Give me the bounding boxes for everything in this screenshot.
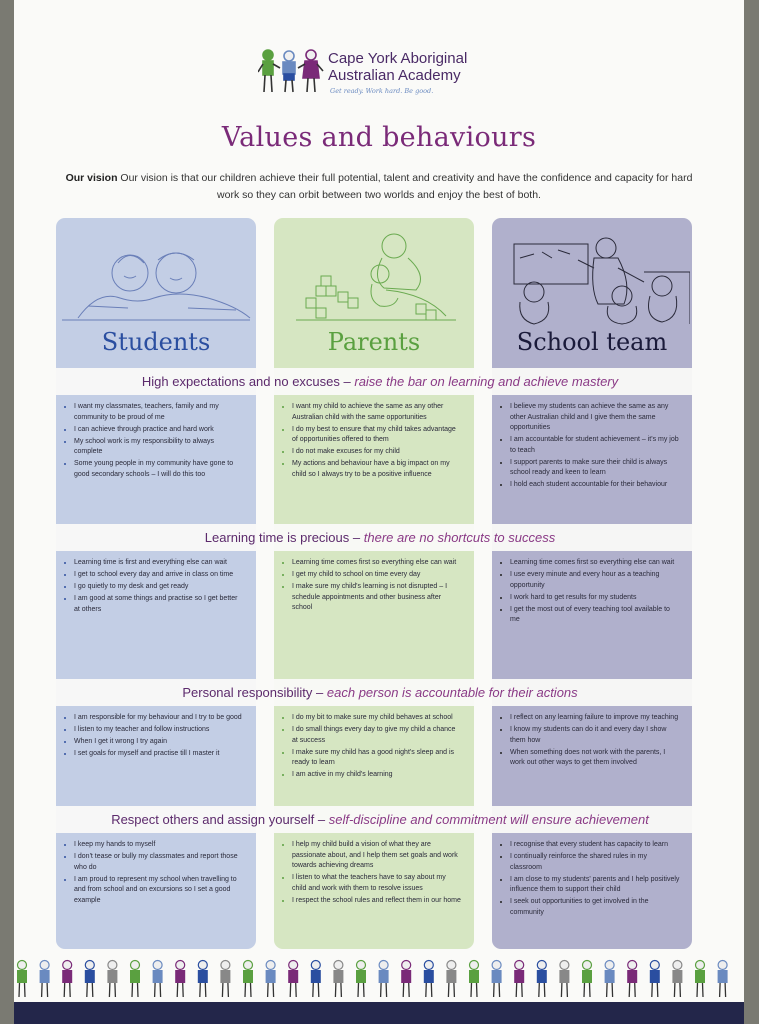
list-item: • I support parents to make sure their child is always school ready and keen to learn [510,458,680,479]
academy-name [328,50,467,84]
child-figure-icon [424,961,434,998]
academy-name-line1: Cape York Aboriginal [328,50,468,67]
child-figure-icon [153,961,163,998]
child-figure-icon [627,961,637,998]
list-item: • I help my child build a vision of what they are passionate about, and I help them set goals and work towards achieving dreams [292,840,462,872]
value-subtitle: self-discipline and commitment will ensure achievement [328,812,649,827]
cell-respect-others-parents [282,840,462,908]
child-figure-icon [130,961,140,998]
list-item: • I am active in my child's learning [292,770,462,781]
child-figure-icon [243,961,253,998]
academy-name-line2: Australian Academy [328,67,461,84]
child-figure-icon [718,961,728,998]
list-item: • I recognise that every student has capacity to learn [510,840,680,851]
poster-title: Values and behaviours [221,122,537,153]
list-item: • I am responsible for my behaviour and I try to be good [74,713,244,724]
value-subtitle: each person is accountable for their actions [326,685,578,700]
list-item: • When I get it wrong I try again [74,737,244,748]
child-figure-icon [175,961,185,998]
child-figure-icon [469,961,479,998]
list-item: • I am proud to represent my school when travelling to and from school and on excursions so I set a good example [74,875,244,907]
child-figure-icon [582,961,592,998]
child-figure-icon [446,961,456,998]
vision-label: Our vision [65,172,118,184]
list-item: • I get the most out of every teaching tool available to me [510,605,680,626]
value-title: Respect others and assign yourself [111,812,315,827]
child-figure-icon [695,961,705,998]
cell-respect-others-students [64,840,244,908]
list-item: • I keep my hands to myself [74,840,244,851]
list-item: • When something does not work with the parents, I work out other ways to get them involved [510,748,680,769]
list-item: • I respect the school rules and reflect them in our home [292,896,462,907]
students-heading: Students [101,328,211,356]
child-figure-icon [537,961,547,998]
value-band-high-expectations: High expectations and no excuses – raise the bar on learning and achieve mastery [56,368,704,395]
list-item: • I do not make excuses for my child [292,447,462,458]
list-item: • I don't tease or bully my classmates and report those who do [74,852,244,873]
cell-personal-responsibility-school-team [500,713,680,770]
children-figures-icon [258,46,324,98]
poster [14,0,744,1024]
value-band-personal-responsibility: Personal responsibility – each person is accountable for their actions [56,679,704,706]
list-item: • I work hard to get results for my students [510,593,680,604]
vision-text: Our vision is that our children achieve their full potential, talent and creativity and have the confidence and capacity for hard work so they can orbit between two worlds and enjoy the best of both. [120,172,693,201]
list-item: • I want my child to achieve the same as any other Australian child with the same opportunities [292,402,462,423]
list-item: • Learning time comes first so everything else can wait [510,558,680,569]
value-band-learning-time: Learning time is precious – there are no shortcuts to success [56,524,704,551]
cell-respect-others-school-team [500,840,680,920]
value-title: Learning time is precious [204,530,350,545]
list-item: • I believe my students can achieve the same as any other Australian child and I give them the same opportunities [510,402,680,434]
child-figure-icon [107,961,117,998]
list-item: • I want my classmates, teachers, family and my community to be proud of me [74,402,244,423]
list-item: • I reflect on any learning failure to improve my teaching [510,713,680,724]
students-illustration [58,228,254,328]
value-subtitle: there are no shortcuts to success [363,530,556,545]
academy-logo [258,44,508,104]
child-figure-icon [379,961,389,998]
child-figure-icon [650,961,660,998]
cell-high-expectations-parents [282,402,462,482]
list-item: • I do my best to ensure that my child takes advantage of opportunities offered to them [292,425,462,446]
list-item: • I can achieve through practice and hard work [74,425,244,436]
child-figure-icon [266,961,276,998]
list-item: • Learning time is first and everything else can wait [74,558,244,569]
list-item: • I do my bit to make sure my child behaves at school [292,713,462,724]
child-figure-icon [401,961,411,998]
list-item: • I listen to what the teachers have to say about my child and work with them to resolve issues [292,873,462,894]
list-item: • I listen to my teacher and follow instructions [74,725,244,736]
value-title: Personal responsibility [182,685,313,700]
list-item: • I set goals for myself and practise till I master it [74,749,244,760]
child-figure-icon [333,961,343,998]
list-item: • I am good at some things and practise so I get better at others [74,594,244,615]
children-figures-border-icon [14,955,744,1002]
list-item: • I go quietly to my desk and get ready [74,582,244,593]
list-item: • I make sure my child has a good night's sleep and is ready to learn [292,748,462,769]
child-figure-icon [288,961,298,998]
child-figure-icon [198,961,208,998]
list-item: • I am close to my students' parents and I help positively influence them to support their child [510,875,680,896]
list-item: • I hold each student accountable for their behaviour [510,480,680,491]
child-figure-icon [311,961,321,998]
child-figure-icon [492,961,502,998]
child-figure-icon [514,961,524,998]
child-figure-icon [62,961,72,998]
school-team-illustration [494,228,690,328]
list-item: • I use every minute and every hour as a teaching opportunity [510,570,680,591]
list-item: • I know my students can do it and every day I show them how [510,725,680,746]
list-item: • I am accountable for student achievement – it's my job to teach [510,435,680,456]
cell-personal-responsibility-students [64,713,244,761]
child-figure-icon [672,961,682,998]
school-team-heading: School team [516,328,668,356]
parents-heading: Parents [327,328,421,356]
footer-bar [14,1002,744,1024]
child-figure-icon [85,961,95,998]
vision-statement [54,170,704,204]
value-title: High expectations and no excuses [141,374,340,389]
footer-strip [14,955,744,1024]
child-figure-icon [17,961,27,998]
list-item: • I get my child to school on time every day [292,570,462,581]
cell-personal-responsibility-parents [282,713,462,782]
parents-illustration [276,228,472,328]
value-subtitle: raise the bar on learning and achieve mastery [354,374,619,389]
list-item: • My actions and behaviour have a big impact on my child so I always try to be a positive influence [292,459,462,480]
child-figure-icon [356,961,366,998]
academy-tagline: Get ready. Work hard. Be good. [330,87,434,95]
list-item: • Some young people in my community have gone to good secondary schools – I will do this too [74,459,244,480]
list-item: • I continually reinforce the shared rules in my classroom [510,852,680,873]
child-figure-icon [220,961,230,998]
value-band-respect-others: Respect others and assign yourself – self-discipline and commitment will ensure achievement [56,806,704,833]
list-item: • I get to school every day and arrive in class on time [74,570,244,581]
list-item: • I seek out opportunities to get involved in the community [510,897,680,918]
list-item: • I do small things every day to give my child a chance at success [292,725,462,746]
cell-learning-time-school-team [500,558,680,627]
child-figure-icon [559,961,569,998]
cell-high-expectations-school-team [500,402,680,492]
cell-learning-time-students [64,558,244,617]
cell-learning-time-parents [282,558,462,615]
cell-high-expectations-students [64,402,244,482]
list-item: • My school work is my responsibility to always complete [74,437,244,458]
child-figure-icon [605,961,615,998]
list-item: • Learning time comes first so everything else can wait [292,558,462,569]
child-figure-icon [40,961,50,998]
list-item: • I make sure my child's learning is not disrupted – I schedule appointments and other business after school [292,582,462,614]
